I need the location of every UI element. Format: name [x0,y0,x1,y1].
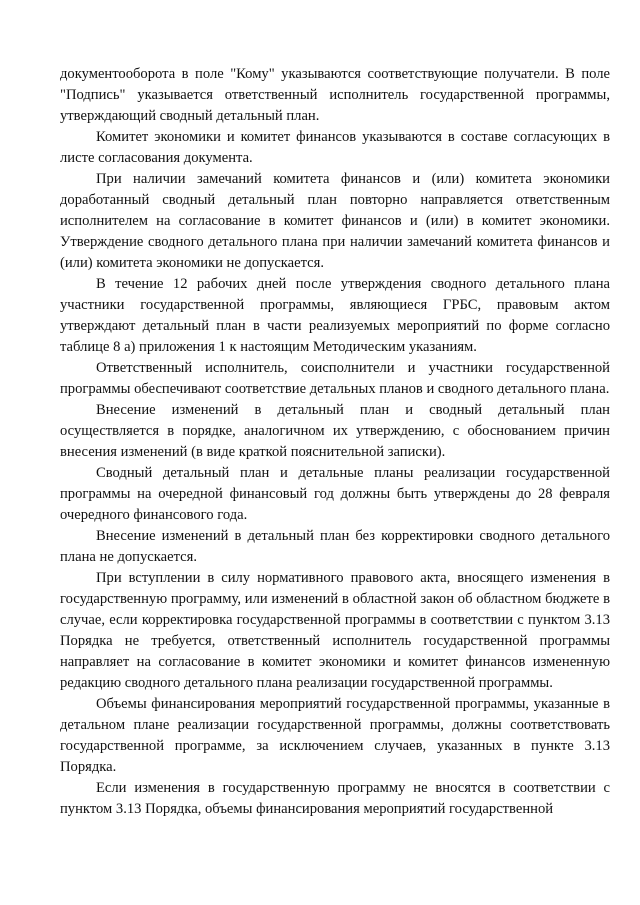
paragraph-deadline-12-days: В течение 12 рабочих дней после утверждения сводного детального плана участники государственной программы, являющиеся ГРБС, правовым актом утверждают детальный план в части реализуемых мероприятий по форме согласно таблице 8 а) приложения 1 к настоящим Методическим указаниям. [60,276,610,355]
paragraph-funding-volumes: Объемы финансирования мероприятий государственной программы, указанные в детальном плане реализации государственной программы, должны соответствовать государственной программе, за исключением случаев, указанных в пункте 3.13 Порядка. [60,696,610,775]
paragraph-continuation: документооборота в поле "Кому" указываются соответствующие получатели. В поле "Подпись" указывается ответственный исполнитель государственной программы, утверждающий сводный детальный план. [60,66,610,124]
paragraph-approvers: Комитет экономики и комитет финансов указываются в составе согласующих в листе согласования документа. [60,129,610,166]
paragraph-if-no-changes: Если изменения в государственную программу не вносятся в соответствии с пунктом 3.13 Порядка, объемы финансирования мероприятий государственной [60,780,610,817]
paragraph-remarks: При наличии замечаний комитета финансов и (или) комитета экономики доработанный сводный детальный план повторно направляется ответственным исполнителем на согласование в комитет финансов и (или) в комитет экономики. Утверждение сводного детального плана при наличии замечаний комитета финансов и (или) комитета экономики не допускается. [60,171,610,271]
paragraph-no-amendments: Внесение изменений в детальный план без корректировки сводного детального плана не допускается. [60,528,610,565]
document-body [60,64,610,820]
paragraph-legal-act: При вступлении в силу нормативного правового акта, вносящего изменения в государственную программу, или изменений в областной закон об областном бюджете в случае, если корректировка государственной программы в соответствии с пунктом 3.13 Порядка не требуется, ответственный исполнитель государственной программы направляет на согласование в комитет экономики и комитет финансов измененную редакцию сводного детального плана реализации государственной программы. [60,570,610,691]
paragraph-amendments: Внесение изменений в детальный план и сводный детальный план осуществляется в порядке, аналогичном их утверждению, с обоснованием причин внесения изменений (в виде краткой пояснительной записки). [60,402,610,460]
paragraph-conformity: Ответственный исполнитель, соисполнители и участники государственной программы обеспечивают соответствие детальных планов и сводного детального плана. [60,360,610,397]
paragraph-approval-date: Сводный детальный план и детальные планы реализации государственной программы на очередной финансовый год должны быть утверждены до 28 февраля очередного финансового года. [60,465,610,523]
